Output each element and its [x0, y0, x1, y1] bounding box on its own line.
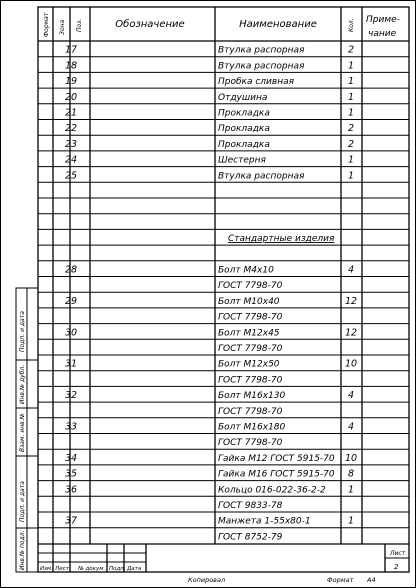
- row-qty: 1: [348, 170, 355, 182]
- row-name: ГОСТ 7798-70: [218, 344, 283, 354]
- row-pos: 29: [65, 295, 78, 307]
- row-pos: 24: [65, 154, 78, 166]
- side-label-sign-date-top: Подп. и дата: [19, 311, 26, 352]
- side-label-orig-inv: Инв.№ подл.: [19, 530, 26, 570]
- row-pos: 20: [65, 91, 78, 103]
- row-name: Манжета 1-55х80-1: [218, 516, 311, 527]
- row-name: ГОСТ 9833-78: [218, 501, 283, 511]
- footer-copied: Копировал: [188, 576, 226, 584]
- row-name: Втулка распорная: [218, 61, 305, 72]
- row-name: ГОСТ 7798-70: [218, 312, 283, 323]
- row-name: Кольцо 016-022-36-2-2: [218, 485, 326, 496]
- header-format: Формат: [43, 12, 50, 37]
- row-qty: 1: [348, 154, 355, 166]
- row-qty: 10: [345, 358, 358, 370]
- row-pos: 21: [65, 107, 78, 119]
- header-qty: Кол.: [348, 18, 355, 32]
- row-name: Втулка распорная: [218, 171, 305, 182]
- row-pos: 34: [65, 452, 78, 464]
- row-name: Болт М16х180: [218, 422, 286, 433]
- row-pos: 33: [65, 421, 78, 433]
- tb-date: Дата: [127, 566, 142, 572]
- row-pos: 31: [65, 358, 78, 370]
- row-qty: 4: [348, 264, 355, 276]
- tb-sheet-label: Лист: [390, 550, 406, 557]
- row-name: ГОСТ 8752-79: [218, 532, 283, 543]
- row-pos: 36: [65, 484, 78, 496]
- row-pos: 37: [65, 515, 78, 527]
- row-pos: 32: [65, 390, 78, 402]
- row-qty: 4: [348, 390, 355, 402]
- row-name: Болт М12х50: [218, 359, 280, 370]
- row-qty: 2: [348, 44, 355, 56]
- row-qty: 1: [348, 107, 355, 119]
- row-qty: 1: [348, 76, 355, 88]
- header-zone: Зона: [59, 19, 66, 35]
- row-name: Болт М10х40: [218, 296, 280, 307]
- row-qty: 1: [348, 91, 355, 103]
- tb-doc: № докум.: [78, 566, 106, 572]
- row-pos: 17: [65, 44, 78, 56]
- footer-format-label: Формат: [327, 576, 354, 584]
- row-name: Прокладка: [218, 108, 270, 119]
- row-qty: 1: [348, 484, 355, 496]
- side-label-replace-inv: Взам. инв.№: [19, 413, 26, 452]
- row-qty: 8: [348, 468, 355, 480]
- row-pos: 28: [65, 264, 78, 276]
- row-name: Болт М12х45: [218, 328, 280, 339]
- row-pos: 25: [65, 170, 78, 182]
- row-pos: 35: [65, 468, 78, 480]
- row-name: Отдушина: [218, 92, 268, 103]
- row-pos: 30: [65, 327, 78, 339]
- side-label-sign-date-bottom: Подп. и дата: [19, 481, 26, 522]
- footer-format-value: А4: [367, 576, 376, 584]
- row-qty: 1: [348, 515, 355, 527]
- row-name: Пробка сливная: [218, 77, 295, 88]
- row-qty: 2: [348, 123, 355, 135]
- header-designation: Обозначение: [115, 19, 185, 30]
- row-qty: 12: [345, 327, 358, 339]
- row-name: ГОСТ 7798-70: [218, 281, 283, 292]
- section-title: Стандартные изделия: [228, 234, 335, 245]
- row-pos: 18: [65, 60, 78, 72]
- row-name: Болт М4х10: [218, 265, 274, 276]
- row-qty: 2: [348, 138, 355, 150]
- tb-izm: Изм.: [40, 566, 53, 572]
- side-label-dup-inv: Инв.№ дубл.: [19, 364, 26, 404]
- row-name: Прокладка: [218, 124, 270, 135]
- row-name: Гайка М16 ГОСТ 5915-70: [218, 469, 335, 480]
- row-name: Шестерня: [218, 155, 266, 166]
- header-note-1: Приме-: [366, 15, 400, 25]
- row-name: Прокладка: [218, 139, 270, 150]
- row-name: ГОСТ 7798-70: [218, 375, 283, 386]
- row-name: ГОСТ 7798-70: [218, 438, 283, 449]
- row-qty: 4: [348, 421, 355, 433]
- row-pos: 22: [65, 123, 78, 135]
- tb-list: Лист: [55, 566, 69, 572]
- row-qty: 1: [348, 60, 355, 72]
- row-name: Гайка М12 ГОСТ 5915-70: [218, 453, 335, 464]
- tb-sheet-number: 2: [394, 563, 399, 571]
- row-pos: 23: [65, 138, 78, 150]
- header-name: Наименование: [239, 19, 317, 30]
- tb-sign: Подп.: [109, 566, 126, 572]
- row-qty: 12: [345, 295, 358, 307]
- row-pos: 19: [65, 76, 78, 88]
- row-qty: 10: [345, 452, 358, 464]
- row-name: Втулка распорная: [218, 45, 305, 56]
- header-note-2: чание: [368, 29, 397, 39]
- row-name: Болт М16х130: [218, 391, 286, 402]
- header-pos: Поз.: [76, 18, 83, 32]
- row-name: ГОСТ 7798-70: [218, 406, 283, 417]
